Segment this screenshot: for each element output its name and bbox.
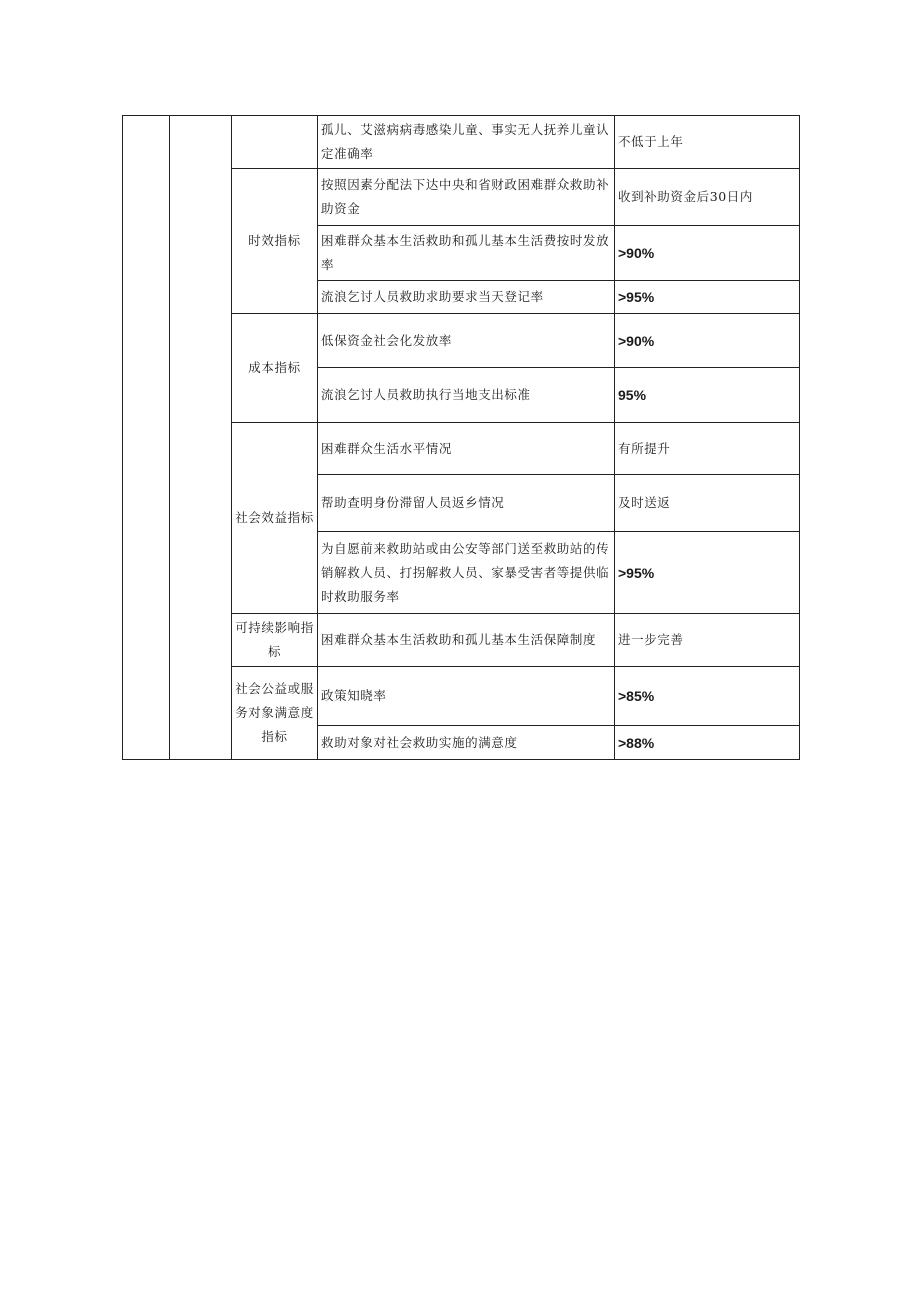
first-level-indicator-cell	[123, 116, 170, 760]
indicator-value-cell: 收到补助资金后30日内	[615, 169, 800, 226]
indicator-name-cell: 流浪乞讨人员救助执行当地支出标准	[318, 368, 615, 423]
category-cost: 成本指标	[232, 314, 318, 423]
category-social-benefit: 社会效益指标	[232, 423, 318, 614]
indicator-value-cell: >95%	[615, 281, 800, 314]
indicator-value-cell: >85%	[615, 667, 800, 726]
indicator-name-cell: 流浪乞讨人员救助求助要求当天登记率	[318, 281, 615, 314]
indicator-name-cell: 低保资金社会化发放率	[318, 314, 615, 368]
indicator-name-cell: 帮助查明身份滞留人员返乡情况	[318, 475, 615, 532]
indicator-name-cell: 为自愿前来救助站或由公安等部门送至救助站的传销解救人员、打拐解救人员、家暴受害者等提供临时救助服务率	[318, 532, 615, 614]
indicator-value-cell: 有所提升	[615, 423, 800, 475]
performance-indicator-table	[122, 115, 800, 760]
indicator-value-cell: 进一步完善	[615, 614, 800, 667]
indicator-name-cell: 救助对象对社会救助实施的满意度	[318, 726, 615, 760]
indicator-value-cell: >95%	[615, 532, 800, 614]
table-row	[123, 116, 800, 169]
category-sustainability: 可持续影响指标	[232, 614, 318, 667]
indicator-name-cell: 政策知晓率	[318, 667, 615, 726]
indicator-name-cell: 困难群众生活水平情况	[318, 423, 615, 475]
second-level-indicator-cell	[170, 116, 232, 760]
category-timeliness: 时效指标	[232, 169, 318, 314]
category-satisfaction: 社会公益或服务对象满意度指标	[232, 667, 318, 760]
indicator-value-cell: >88%	[615, 726, 800, 760]
indicator-name-cell: 孤儿、艾滋病病毒感染儿童、事实无人抚养儿童认定准确率	[318, 116, 615, 169]
indicator-value-cell: 95%	[615, 368, 800, 423]
indicator-value-cell: >90%	[615, 314, 800, 368]
indicator-value-cell: 不低于上年	[615, 116, 800, 169]
indicator-name-cell: 困难群众基本生活救助和孤儿基本生活保障制度	[318, 614, 615, 667]
indicator-value-cell: >90%	[615, 226, 800, 281]
indicator-name-cell: 困难群众基本生活救助和孤儿基本生活费按时发放率	[318, 226, 615, 281]
category-cell-continued	[232, 116, 318, 169]
indicator-value-cell: 及时送返	[615, 475, 800, 532]
indicator-name-cell: 按照因素分配法下达中央和省财政困难群众救助补助资金	[318, 169, 615, 226]
